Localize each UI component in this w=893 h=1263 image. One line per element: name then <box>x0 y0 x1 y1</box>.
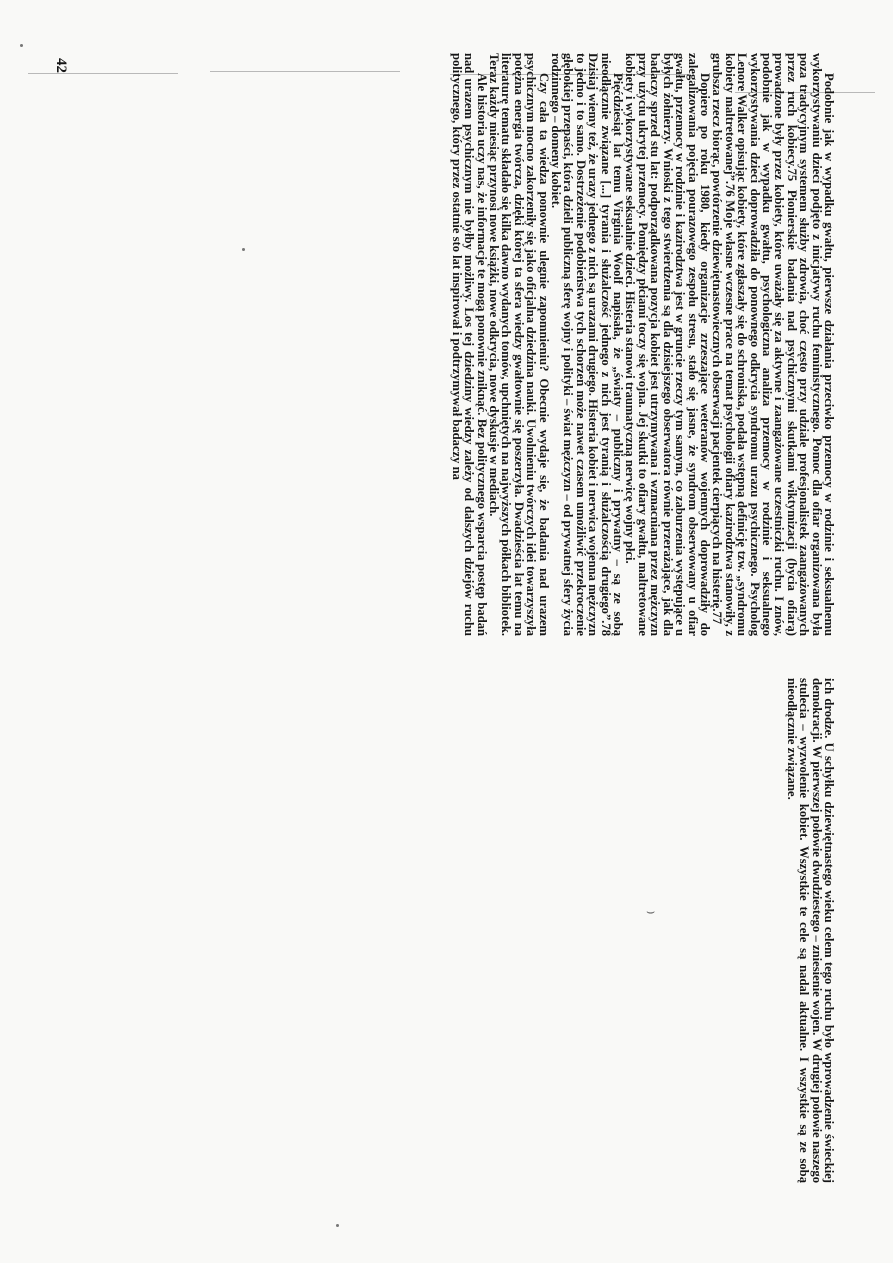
paragraph: Czy cała ta wiedza ponownie ulegnie zapomnieniu? Obecnie wydaje się, że badania nad urazem psychicznym mocno zakorzeniły się jako oficjalna dziedzina nauki. Uwolnieniu twórczych idei towarzyszyła potężna energia twórcza, dzięki której ta sfera wiedzy gwałtownie się poszerzyła. Dwadzieścia lat temu na literaturę tematu składało się kilka dawno wydanych tomów, upchniętych na najwyższych półkach bibliotek. Teraz każdy miesiąc przynosi nowe książki, nowe odkrycia, nowe dyskusje w mediach. <box>487 53 551 636</box>
paragraph: Podobnie jak w wypadku gwałtu, pierwsze działania przeciwko przemocy w rodzinie i seksualnemu wykorzystywaniu dzieci podjęto z inicjatywy ruchu feministycznego. Pomoc dla ofiar organizowana była poza tradycyjnym systemem służby zdrowia, choć często przy udziale profesjonalistek zaangażowanych przez ruch kobiecy.75 Pionierskie badania nad psychicznymi skutkami wiktymizacji (bycia ofiarą) prowadzone były przez kobiety, które uważały się za aktywne i zaangażowane uczestniczki ruchu. I znów, podobnie jak w wypadku gwałtu, psychologiczna analiza przemocy w rodzinie i seksualnego wykorzystywania dzieci doprowadziła do ponownego odkrycia syndromu urazu psychicznego. Psycholog Lenore Walker opisując kobiety, które zgłaszały się do schroniska, podała wstępną definicję tzw. „syndromu kobiety maltretowanej”.76 Moje własne wczesne prace na temat psychologii ofiary kazirodztwa stanowiły, z grubsza rzecz biorąc, powtórzenie dziewiętnastowiecznych obserwacji pacjentek cierpiących na histerię.77 <box>710 53 836 636</box>
continuation-text-column <box>785 678 835 1183</box>
scan-mark: ⌣ <box>646 905 656 920</box>
paragraph: Ale historia uczy nas, że informacje te mogą ponownie zniknąć. Bez politycznego wsparcia postęp badań nad urazem psychicznym nie byłby możliwy. Los tej dziedziny wiedzy zależy od dalszych dziejów ruchu politycznego, który przez ostatnie sto lat inspirował i podtrzymywał badaczy na <box>449 53 489 636</box>
page-number: 42 <box>53 58 69 73</box>
paragraph: Pięćdziesiąt lat temu Virginia Woolf napisała, że „światy – publiczny i prywatny – są ze sobą nieodłącznie związane [...] tyrania i służalczość jednego z nich jest tyranią i służalczością drugiego”.78 Dzisiaj wiemy też, że urazy jednego z nich są urazami drugiego. Histeria kobiet i nerwica wojenna mężczyzn to jedno i to samo. Dostrzeżenie podobieństwa tych schorzeń może nawet czasem umożliwić przekroczenie głębokiej przepaści, która dzieli publiczną sferę wojny i polityki – świat mężczyzn – od prywatnej sfery życia rodzinnego – domeny kobiet. <box>549 53 626 636</box>
main-text-column <box>15 53 835 636</box>
paragraph: ich drodze. U schyłku dziewiętnastego wieku celem tego ruchu było wprowadzenie świeckiej demokracji. W pierwszej połowie dwudziestego – zniesienie wojen. W drugiej połowie naszego stulecia – wyzwolenie kobiet. Wszystkie te cele są nadal aktualne. I wszystkie są ze sobą nieodłącznie związane. <box>784 678 836 1183</box>
paragraph: Dopiero po roku 1980, kiedy organizacje zrzeszające weteranów wojennych doprowadziły do zalegalizowania pojęcia pourazowego zespołu stresu, stało się jasne, że syndrom obserwowany u ofiar gwałtu, przemocy w rodzinie i kazirodztwa jest w gruncie rzeczy tym samym, co zaburzenia występujące u byłych żołnierzy. Wnioski z tego stwierdzenia są dla dzisiejszego obserwatora równie przerażające, jak dla badaczy sprzed stu lat: podporządkowana pozycja kobiet jest utrzymywana i wzmacniana przez mężczyzn przy użyciu ukrytej przemocy. Pomiędzy płciami toczy się wojna. Jej skutki to ofiary gwałtu, maltretowane kobiety i wykorzystywane seksualnie dzieci. Histeria stanowi traumatyczną nerwicę wojny płci. <box>623 53 712 636</box>
